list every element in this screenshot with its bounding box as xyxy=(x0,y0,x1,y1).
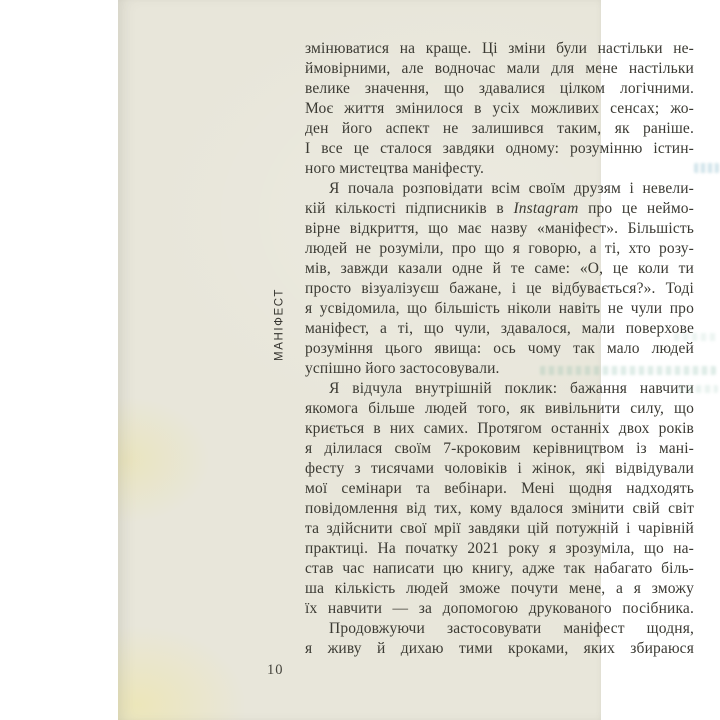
text-line: їх навчити — за допомогою друкованого посібника. xyxy=(305,600,694,617)
page-number: 10 xyxy=(267,662,284,678)
text-column xyxy=(305,39,694,659)
text-line: мів, завжди казали одне й те саме: «О, це коли ти xyxy=(305,260,694,277)
margin-running-title: МАНІФЕСТ xyxy=(273,288,286,361)
text-line: І все це сталося завдяки одному: розумінню істин- xyxy=(305,140,694,157)
text-line: повідомлення від тих, кому вдалося змінити свій світ xyxy=(305,500,694,517)
text-line: мої семінари та вебінари. Мені щодня надходять xyxy=(305,480,694,497)
text-line: якомога більше людей того, як вивільнити силу, що xyxy=(305,400,694,417)
text-line: велике значення, що здавалися цілком логічними. xyxy=(305,80,694,97)
text-line: успішно його застосовували. xyxy=(305,360,500,377)
text-line: я усвідомила, що більшість ніколи навіть не чули про xyxy=(305,300,694,317)
text-line: ймовірними, але водночас мали для мене настільки xyxy=(305,60,694,77)
text-line: маніфест, а ті, що чули, здавалося, мали поверхове xyxy=(305,320,694,337)
text-line: ден його аспект не залишився таким, як раніше. xyxy=(305,120,694,137)
text-line: я живу й дихаю тими кроками, яких збираюся xyxy=(305,640,694,657)
text-line: ного мистецтва маніфесту. xyxy=(305,160,484,177)
text-line: криється в них самих. Протягом останніх двох років xyxy=(305,420,694,437)
ink-showthrough-artifact xyxy=(678,385,718,393)
text-line: кій кількості підписників в Instagram про це неймо- xyxy=(305,200,694,217)
text-line: я ділилася своїм 7-кроковим керівництвом із мані- xyxy=(305,440,694,457)
text-line: Моє життя змінилося в усіх можливих сенсах; жо- xyxy=(305,100,694,117)
text-line: та здійснити свої мрії завдяки цій потужній і чарівній xyxy=(305,520,694,537)
text-line: Я відчула внутрішній поклик: бажання навчити xyxy=(329,380,694,397)
text-line: людей не розуміли, про що я говорю, а ті, хто розу- xyxy=(305,240,694,257)
text-line: практиці. На початку 2021 року я зрозуміла, що на- xyxy=(305,540,694,557)
text-line: став час написати цю книгу, адже так набагато біль- xyxy=(305,560,694,577)
text-line: розуміння цього явища: ось чому так мало людей xyxy=(305,340,694,357)
text-line: ша кількість людей зможе почути мене, а я зможу xyxy=(305,580,694,597)
book-page xyxy=(118,0,694,720)
text-line: Продовжуючи застосовувати маніфест щодня, xyxy=(329,620,694,637)
ink-showthrough-artifact xyxy=(694,163,719,173)
text-line: фесту з тисячами чоловіків і жінок, які відвідували xyxy=(305,460,694,477)
text-line: змінюватися на краще. Ці зміни були настільки не- xyxy=(305,40,694,57)
text-line: Я почала розповідати всім своїм друзям і невели- xyxy=(329,180,694,197)
ink-showthrough-artifact xyxy=(674,333,716,341)
ink-showthrough-artifact xyxy=(540,366,716,375)
text-line: вірне відкриття, що має назву «маніфест». Більшість xyxy=(305,220,694,237)
text-line: просто візуалізуєш бажане, і це відбувається?». Тоді xyxy=(305,280,694,297)
